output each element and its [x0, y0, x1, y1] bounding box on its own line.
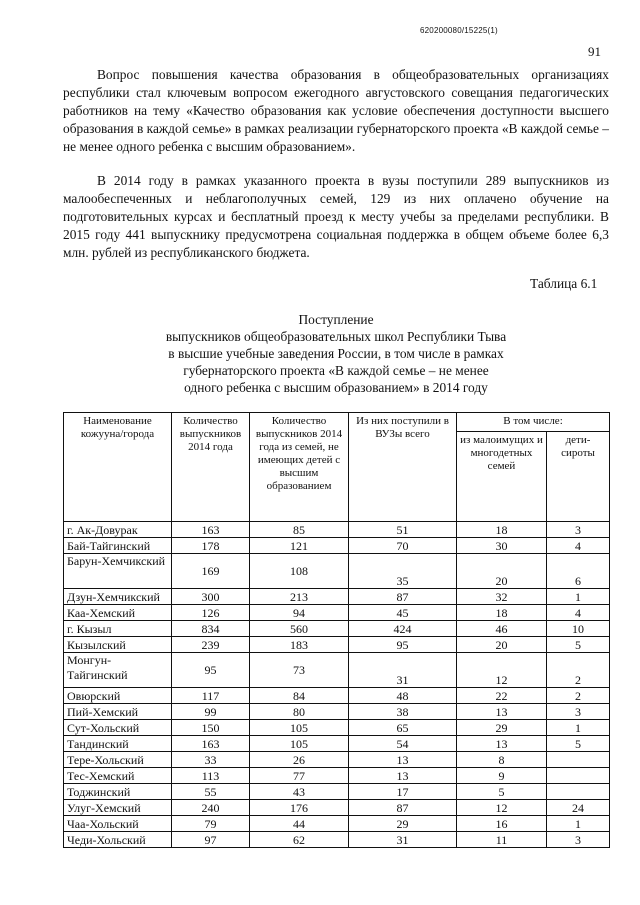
cell-entered: 54 [349, 736, 457, 752]
paragraph-1-container [63, 66, 609, 156]
cell-graduates: 239 [172, 637, 250, 653]
cell-entered: 70 [349, 538, 457, 554]
cell-orphans: 1 [547, 816, 610, 832]
cell-name: Улуг-Хемский [64, 800, 172, 816]
cell-graduates: 178 [172, 538, 250, 554]
table-row [64, 522, 610, 538]
cell-low-income: 5 [457, 784, 547, 800]
document-code: 620200080/15225(1) [420, 26, 498, 35]
cell-name: Сут-Хольский [64, 720, 172, 736]
cell-no-higher: 183 [250, 637, 349, 653]
caption-line-4: губернаторского проекта «В каждой семье – не менее [183, 363, 489, 378]
caption-line-3: в высшие учебные заведения России, в том числе в рамках [168, 346, 504, 361]
header-low-income: из малоимущих и многодетных семей [457, 432, 547, 522]
cell-graduates: 113 [172, 768, 250, 784]
cell-entered: 65 [349, 720, 457, 736]
cell-orphans: 1 [547, 589, 610, 605]
cell-orphans [547, 784, 610, 800]
cell-name: Барун-Хемчикский [64, 554, 172, 589]
cell-low-income: 20 [457, 637, 547, 653]
cell-orphans [547, 768, 610, 784]
cell-low-income: 18 [457, 605, 547, 621]
cell-graduates: 150 [172, 720, 250, 736]
caption-line-2: выпускников общеобразовательных школ Республики Тыва [165, 329, 507, 344]
table-caption [63, 311, 609, 396]
cell-entered: 17 [349, 784, 457, 800]
cell-entered: 29 [349, 816, 457, 832]
table-row [64, 621, 610, 637]
cell-entered: 13 [349, 752, 457, 768]
cell-graduates: 117 [172, 688, 250, 704]
cell-no-higher: 73 [250, 653, 349, 688]
table-row [64, 752, 610, 768]
cell-name: Дзун-Хемчикский [64, 589, 172, 605]
table-row [64, 784, 610, 800]
cell-orphans: 6 [547, 554, 610, 589]
cell-low-income: 9 [457, 768, 547, 784]
header-including: В том числе: [457, 413, 610, 432]
cell-entered: 31 [349, 653, 457, 688]
cell-no-higher: 121 [250, 538, 349, 554]
cell-graduates: 79 [172, 816, 250, 832]
header-no-higher: Количество выпускников 2014 года из семей, не имеющих детей с высшим образованием [250, 413, 349, 522]
cell-orphans: 1 [547, 720, 610, 736]
cell-name: Пий-Хемский [64, 704, 172, 720]
table-row [64, 688, 610, 704]
cell-low-income: 12 [457, 653, 547, 688]
cell-entered: 87 [349, 800, 457, 816]
cell-graduates: 126 [172, 605, 250, 621]
cell-name: Кызылский [64, 637, 172, 653]
cell-no-higher: 105 [250, 736, 349, 752]
cell-orphans: 5 [547, 736, 610, 752]
cell-no-higher: 213 [250, 589, 349, 605]
table-body [64, 522, 610, 848]
cell-no-higher: 44 [250, 816, 349, 832]
cell-entered: 87 [349, 589, 457, 605]
cell-no-higher: 77 [250, 768, 349, 784]
cell-no-higher: 80 [250, 704, 349, 720]
cell-name: Овюрский [64, 688, 172, 704]
table-row [64, 637, 610, 653]
cell-entered: 95 [349, 637, 457, 653]
paragraph-2-container [63, 172, 609, 262]
cell-no-higher: 85 [250, 522, 349, 538]
table-header-row [64, 413, 610, 432]
cell-name: Бай-Тайгинский [64, 538, 172, 554]
cell-low-income: 30 [457, 538, 547, 554]
cell-orphans: 2 [547, 688, 610, 704]
table-row [64, 816, 610, 832]
cell-low-income: 22 [457, 688, 547, 704]
cell-low-income: 11 [457, 832, 547, 848]
page-number: 91 [588, 44, 601, 59]
cell-graduates: 169 [172, 554, 250, 589]
table-row [64, 554, 610, 589]
cell-graduates: 163 [172, 522, 250, 538]
table-row [64, 589, 610, 605]
cell-entered: 45 [349, 605, 457, 621]
cell-orphans: 3 [547, 704, 610, 720]
cell-low-income: 18 [457, 522, 547, 538]
cell-no-higher: 26 [250, 752, 349, 768]
cell-orphans: 5 [547, 637, 610, 653]
cell-no-higher: 108 [250, 554, 349, 589]
cell-name: Тоджинский [64, 784, 172, 800]
cell-entered: 35 [349, 554, 457, 589]
cell-graduates: 99 [172, 704, 250, 720]
cell-entered: 38 [349, 704, 457, 720]
table-row [64, 653, 610, 688]
cell-no-higher: 94 [250, 605, 349, 621]
table-row [64, 538, 610, 554]
cell-name: г. Ак-Довурак [64, 522, 172, 538]
cell-low-income: 13 [457, 704, 547, 720]
cell-no-higher: 176 [250, 800, 349, 816]
table-row [64, 605, 610, 621]
cell-entered: 424 [349, 621, 457, 637]
cell-name: Тере-Хольский [64, 752, 172, 768]
cell-name: г. Кызыл [64, 621, 172, 637]
table-label: Таблица 6.1 [530, 276, 598, 291]
cell-name: Чеди-Хольский [64, 832, 172, 848]
table-row [64, 768, 610, 784]
cell-no-higher: 43 [250, 784, 349, 800]
cell-low-income: 13 [457, 736, 547, 752]
table-row [64, 720, 610, 736]
header-entered: Из них поступили в ВУЗы всего [349, 413, 457, 522]
cell-graduates: 33 [172, 752, 250, 768]
cell-orphans: 4 [547, 605, 610, 621]
cell-graduates: 55 [172, 784, 250, 800]
header-orphans: дети-сироты [547, 432, 610, 522]
cell-graduates: 97 [172, 832, 250, 848]
cell-orphans: 2 [547, 653, 610, 688]
table-row [64, 736, 610, 752]
header-name: Наименование кожууна/города [64, 413, 172, 522]
cell-entered: 51 [349, 522, 457, 538]
cell-orphans: 10 [547, 621, 610, 637]
cell-orphans: 4 [547, 538, 610, 554]
cell-low-income: 20 [457, 554, 547, 589]
cell-low-income: 16 [457, 816, 547, 832]
cell-entered: 31 [349, 832, 457, 848]
caption-line-5: одного ребенка с высшим образованием» в 2014 году [184, 380, 488, 395]
table-row [64, 832, 610, 848]
cell-graduates: 163 [172, 736, 250, 752]
cell-low-income: 12 [457, 800, 547, 816]
header-graduates: Количество выпускников 2014 года [172, 413, 250, 522]
cell-orphans: 3 [547, 522, 610, 538]
cell-graduates: 300 [172, 589, 250, 605]
paragraph-1: Вопрос повышения качества образования в общеобразовательных организациях республики стал ключевым вопросом ежегодного августовского совещания педагогических работников на тему «Качество образования как условие обеспечения доступности высшего образования в каждой семье» в рамках реализации губернаторского проекта «В каждой семье – не менее одного ребенка с высшим образованием». [63, 67, 609, 154]
cell-graduates: 834 [172, 621, 250, 637]
cell-entered: 13 [349, 768, 457, 784]
cell-no-higher: 105 [250, 720, 349, 736]
cell-orphans: 24 [547, 800, 610, 816]
paragraph-2: В 2014 году в рамках указанного проекта в вузы поступили 289 выпускников из малообеспеченных и неблагополучных семей, 129 из них оплачено обучение на подготовительных курсах и бесплатный проезд к месту учебы за пределами республики. В 2015 году 441 выпускнику предусмотрена социальная поддержка в общем объеме более 6,3 млн. рублей из республиканского бюджета. [63, 173, 609, 260]
cell-name: Тес-Хемский [64, 768, 172, 784]
cell-name: Тандинский [64, 736, 172, 752]
cell-name: Монгун-Тайгинский [64, 653, 172, 688]
cell-no-higher: 560 [250, 621, 349, 637]
cell-orphans: 3 [547, 832, 610, 848]
cell-graduates: 240 [172, 800, 250, 816]
admissions-table [63, 412, 610, 848]
cell-low-income: 29 [457, 720, 547, 736]
cell-orphans [547, 752, 610, 768]
table-row [64, 704, 610, 720]
table-row [64, 800, 610, 816]
cell-no-higher: 62 [250, 832, 349, 848]
cell-graduates: 95 [172, 653, 250, 688]
cell-low-income: 8 [457, 752, 547, 768]
cell-name: Каа-Хемский [64, 605, 172, 621]
cell-entered: 48 [349, 688, 457, 704]
cell-no-higher: 84 [250, 688, 349, 704]
cell-low-income: 46 [457, 621, 547, 637]
cell-low-income: 32 [457, 589, 547, 605]
cell-name: Чаа-Хольский [64, 816, 172, 832]
caption-line-1: Поступление [298, 312, 374, 327]
